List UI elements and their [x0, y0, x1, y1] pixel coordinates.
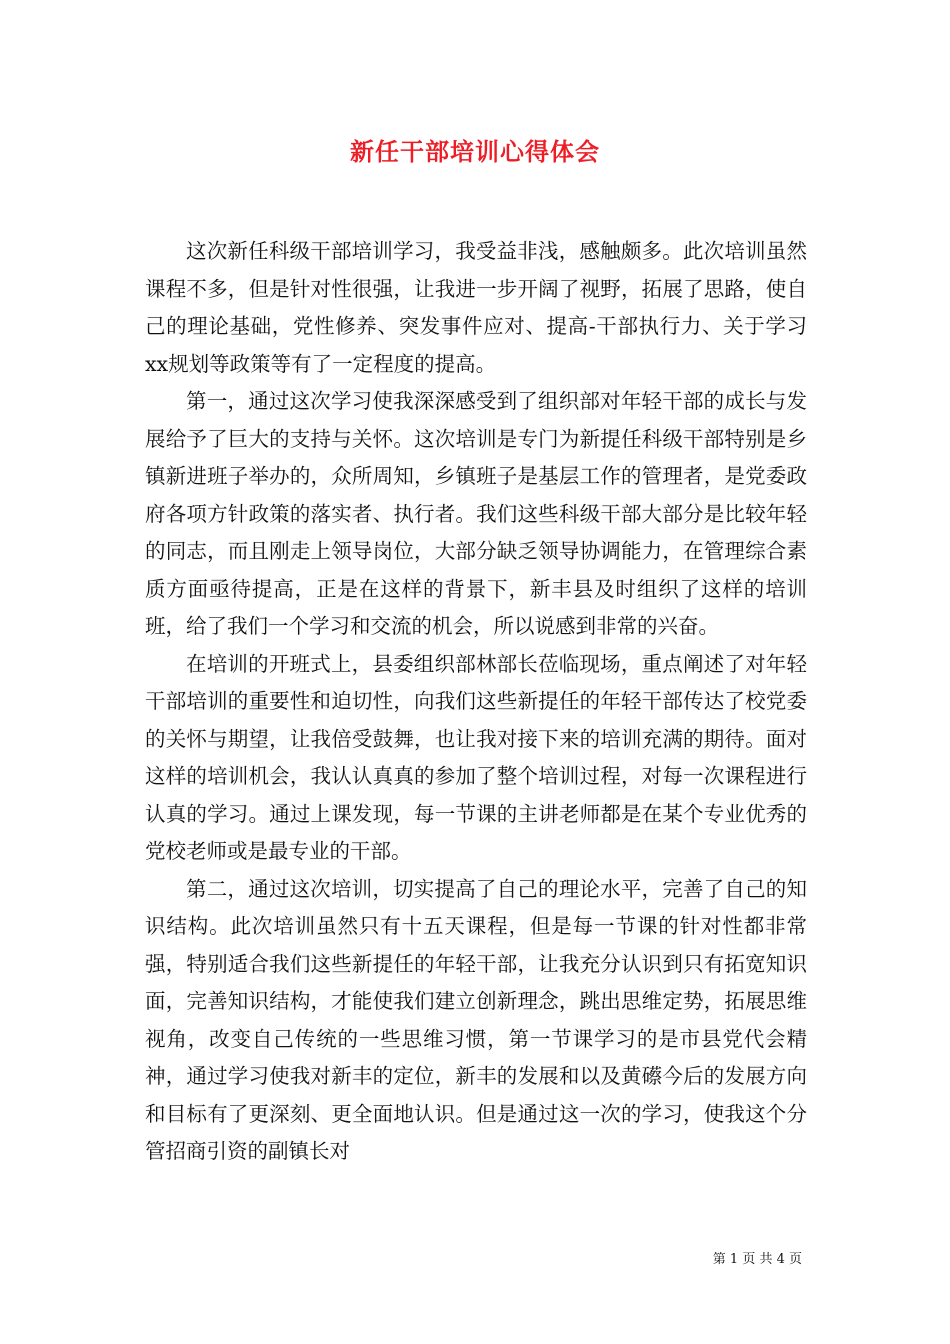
document-title: 新任干部培训心得体会	[350, 137, 600, 166]
paragraph-second-point: 第二，通过这次培训，切实提高了自己的理论水平，完善了自己的知识结构。此次培训虽然只有十五天课程，但是每一节课的针对性都非常强，特别适合我们这些新提任的年轻干部，让我充分认识到只有拓宽知识面，完善知识结构，才能使我们建立创新理念，跳出思维定势，拓展思维视角，改变自己传统的一些思维习惯，第一节课学习的是市县党代会精神，通过学习使我对新丰的定位，新丰的发展和以及黄礤今后的发展方向和目标有了更深刻、更全面地认识。但是通过这一次的学习，使我这个分管招商引资的副镇长对	[145, 876, 807, 1163]
paragraph-first-point: 第一，通过这次学习使我深深感受到了组织部对年轻干部的成长与发展给予了巨大的支持与关怀。这次培训是专门为新提任科级干部特别是乡镇新进班子举办的，众所周知，乡镇班子是基层工作的管理者，是党委政府各项方针政策的落实者、执行者。我们这些科级干部大部分是比较年轻的同志，而且刚走上领导岗位，大部分缺乏领导协调能力，在管理综合素质方面亟待提高，正是在这样的背景下，新丰县及时组织了这样的培训班，给了我们一个学习和交流的机会，所以说感到非常的兴奋。	[145, 389, 807, 638]
page-number-footer: 第 1 页 共 4 页	[712, 1252, 802, 1267]
document-body	[145, 233, 807, 1171]
paragraph-opening-ceremony: 在培训的开班式上，县委组织部林部长莅临现场，重点阐述了对年轻干部培训的重要性和迫切性，向我们这些新提任的年轻干部传达了校党委的关怀与期望，让我倍受鼓舞，也让我对接下来的培训充满的期待。面对这样的培训机会，我认认真真的参加了整个培训过程，对每一次课程进行认真的学习。通过上课发现，每一节课的主讲老师都是在某个专业优秀的党校老师或是最专业的干部。	[145, 651, 807, 863]
paragraph-intro: 这次新任科级干部培训学习，我受益非浅，感触颇多。此次培训虽然课程不多，但是针对性很强，让我进一步开阔了视野，拓展了思路，使自己的理论基础，党性修养、突发事件应对、提高-干部执行力、关于学习xx规划等政策等有了一定程度的提高。	[145, 239, 807, 376]
